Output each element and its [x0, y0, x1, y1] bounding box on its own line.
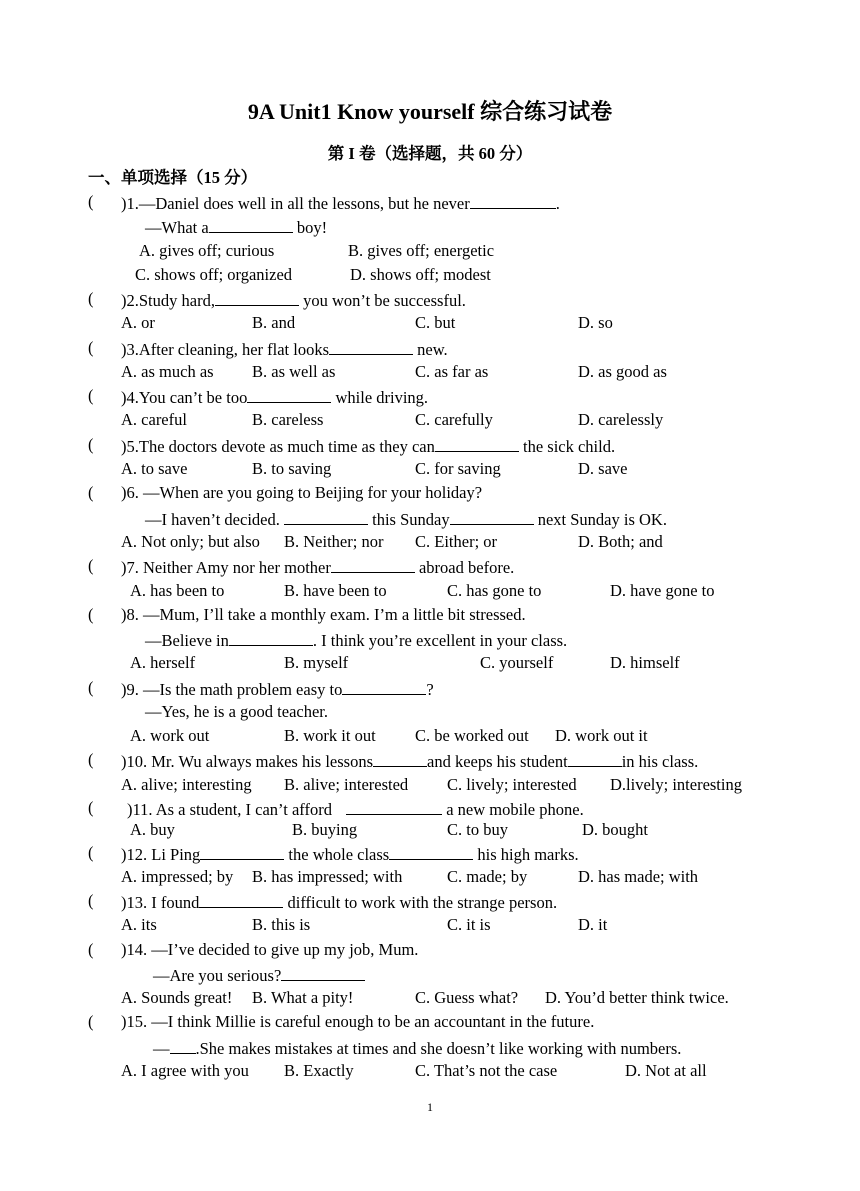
- answer-blank[interactable]: [284, 510, 368, 525]
- question-text: boy!: [292, 218, 328, 237]
- option-d[interactable]: D. have gone to: [610, 581, 715, 600]
- answer-blank[interactable]: [389, 845, 473, 860]
- option-d[interactable]: D. bought: [582, 820, 648, 839]
- option-b[interactable]: B. to saving: [252, 459, 332, 478]
- answer-paren: (: [88, 192, 94, 211]
- option-c[interactable]: C. as far as: [415, 362, 489, 381]
- option-c[interactable]: C. yourself: [480, 653, 554, 672]
- question-text: .: [555, 194, 560, 213]
- option-b[interactable]: B. Exactly: [284, 1061, 354, 1080]
- answer-blank[interactable]: [373, 752, 427, 767]
- option-c[interactable]: C. That’s not the case: [415, 1061, 558, 1080]
- option-c[interactable]: C. Guess what?: [415, 988, 519, 1007]
- question-text: in his class.: [621, 752, 699, 771]
- question-1: [121, 194, 560, 213]
- question-2: [121, 291, 466, 310]
- option-d[interactable]: D. shows off; modest: [350, 265, 491, 284]
- question-text: new.: [413, 340, 448, 359]
- answer-blank[interactable]: [450, 510, 534, 525]
- question-14-line-2: [153, 966, 365, 985]
- answer-paren: (: [88, 843, 94, 862]
- question-text: )2.Study hard,: [121, 291, 215, 310]
- question-6: )6. —When are you going to Beijing for your holiday?: [121, 483, 483, 502]
- answer-blank[interactable]: [329, 340, 413, 355]
- option-a[interactable]: A. its: [121, 915, 157, 934]
- question-6-line-2: [145, 510, 667, 529]
- question-text: )5.The doctors devote as much time as they can: [121, 437, 435, 456]
- question-text: —: [153, 1039, 170, 1058]
- question-text: —Are you serious?: [153, 966, 282, 985]
- question-9: [121, 680, 434, 699]
- question-4: [121, 388, 428, 407]
- question-8-line-2: [145, 631, 567, 650]
- answer-paren: (: [88, 435, 94, 454]
- option-b[interactable]: B. have been to: [284, 581, 387, 600]
- option-a[interactable]: A. gives off; curious: [139, 241, 275, 260]
- page-title: 9A Unit1 Know yourself 综合练习试卷: [247, 99, 613, 124]
- answer-paren: (: [88, 750, 94, 769]
- option-a[interactable]: A. impressed; by: [121, 867, 234, 886]
- answer-blank[interactable]: [331, 558, 415, 573]
- option-c[interactable]: C. Either; or: [415, 532, 498, 551]
- option-b[interactable]: B. work it out: [284, 726, 376, 745]
- question-text: . I think you’re excellent in your class.: [312, 631, 568, 650]
- question-3: [121, 340, 448, 359]
- question-text: a new mobile phone.: [442, 800, 584, 819]
- answer-blank[interactable]: [199, 893, 283, 908]
- answer-paren: (: [88, 483, 94, 502]
- answer-blank[interactable]: [247, 388, 331, 403]
- answer-paren: (: [88, 338, 94, 357]
- answer-blank[interactable]: [215, 291, 299, 306]
- option-c[interactable]: C. made; by: [447, 867, 528, 886]
- option-b[interactable]: B. as well as: [252, 362, 336, 381]
- question-11: [127, 800, 584, 819]
- answer-paren: (: [88, 891, 94, 910]
- question-text: .She makes mistakes at times and she doesn’t like working with numbers.: [195, 1039, 682, 1058]
- question-8: )8. —Mum, I’ll take a monthly exam. I’m a little bit stressed.: [121, 605, 526, 624]
- question-text: difficult to work with the strange person.: [283, 893, 558, 912]
- question-text: )3.After cleaning, her flat looks: [121, 340, 330, 359]
- question-text: )13. I found: [121, 893, 200, 912]
- question-12: [121, 845, 579, 864]
- question-text: —What a: [145, 218, 209, 237]
- option-b[interactable]: B. alive; interested: [284, 775, 409, 794]
- option-b[interactable]: B. this is: [252, 915, 311, 934]
- option-b[interactable]: B. gives off; energetic: [348, 241, 495, 260]
- option-a[interactable]: A. Sounds great!: [121, 988, 233, 1007]
- page-number: 1: [427, 1100, 433, 1114]
- option-c[interactable]: C. for saving: [415, 459, 501, 478]
- option-a[interactable]: A. Not only; but also: [121, 532, 260, 551]
- question-text: —Believe in: [145, 631, 229, 650]
- answer-paren: (: [88, 556, 94, 575]
- option-c[interactable]: C. has gone to: [447, 581, 542, 600]
- option-d[interactable]: D.lively; interesting: [610, 775, 742, 794]
- answer-blank[interactable]: [209, 218, 293, 233]
- option-c[interactable]: C. lively; interested: [447, 775, 577, 794]
- option-a[interactable]: A. work out: [130, 726, 210, 745]
- option-d[interactable]: D. You’d better think twice.: [545, 988, 729, 1007]
- option-b[interactable]: B. buying: [292, 820, 358, 839]
- question-15: )15. —I think Millie is careful enough to be an accountant in the future.: [121, 1012, 595, 1031]
- question-15-line-2: [153, 1039, 681, 1058]
- option-a[interactable]: A. herself: [130, 653, 196, 672]
- question-text: )7. Neither Amy nor her mother: [121, 558, 331, 577]
- answer-paren: (: [88, 386, 94, 405]
- question-text: )4.You can’t be too: [121, 388, 248, 407]
- option-c[interactable]: C. but: [415, 313, 456, 332]
- option-a[interactable]: A. alive; interesting: [121, 775, 252, 794]
- question-text: next Sunday is OK.: [533, 510, 667, 529]
- option-c[interactable]: C. carefully: [415, 410, 493, 429]
- option-d[interactable]: D. carelessly: [578, 410, 664, 429]
- answer-paren: (: [88, 1012, 94, 1031]
- option-d[interactable]: D. as good as: [578, 362, 667, 381]
- question-7: [121, 558, 514, 577]
- option-a[interactable]: A. I agree with you: [121, 1061, 249, 1080]
- answer-blank[interactable]: [200, 845, 284, 860]
- paper-subtitle: 第 I 卷（选择题，共 60 分）: [327, 144, 533, 163]
- answer-blank[interactable]: [229, 631, 313, 646]
- option-d[interactable]: D. it: [578, 915, 608, 934]
- question-13: [121, 893, 557, 912]
- answer-blank[interactable]: [346, 800, 442, 815]
- answer-blank[interactable]: [568, 752, 622, 767]
- answer-paren: (: [88, 798, 94, 817]
- option-a[interactable]: A. or: [121, 313, 155, 332]
- question-text: ?: [426, 680, 434, 699]
- option-b[interactable]: B. Neither; nor: [284, 532, 384, 551]
- option-a[interactable]: A. careful: [121, 410, 187, 429]
- question-text: —I haven’t decided.: [145, 510, 284, 529]
- option-a[interactable]: A. as much as: [121, 362, 214, 381]
- option-c[interactable]: C. it is: [447, 915, 491, 934]
- answer-paren: (: [88, 289, 94, 308]
- option-d[interactable]: D. work out it: [555, 726, 648, 745]
- option-d[interactable]: D. himself: [610, 653, 680, 672]
- option-b[interactable]: B. What a pity!: [252, 988, 354, 1007]
- option-d[interactable]: D. has made; with: [578, 867, 699, 886]
- question-text: )12. Li Ping: [121, 845, 201, 864]
- question-text: while driving.: [331, 388, 429, 407]
- option-a[interactable]: A. to save: [121, 459, 188, 478]
- answer-blank[interactable]: [342, 680, 426, 695]
- answer-blank[interactable]: [435, 437, 519, 452]
- question-text: this Sunday: [367, 510, 450, 529]
- answer-paren: (: [88, 678, 94, 697]
- answer-paren: (: [88, 940, 94, 959]
- answer-blank[interactable]: [170, 1039, 196, 1054]
- option-c[interactable]: C. to buy: [447, 820, 508, 839]
- option-b[interactable]: B. careless: [252, 410, 324, 429]
- question-text: his high marks.: [473, 845, 579, 864]
- question-text: abroad before.: [414, 558, 515, 577]
- answer-blank[interactable]: [470, 194, 556, 209]
- question-text: the whole class: [284, 845, 390, 864]
- option-d[interactable]: D. Both; and: [578, 532, 663, 551]
- option-a[interactable]: A. has been to: [130, 581, 225, 600]
- question-text: and keeps his student: [427, 752, 568, 771]
- question-text: the sick child.: [518, 437, 616, 456]
- answer-paren: (: [88, 605, 94, 624]
- answer-blank[interactable]: [281, 966, 365, 981]
- option-d[interactable]: D. so: [578, 313, 613, 332]
- question-10: [121, 752, 698, 771]
- option-b[interactable]: B. has impressed; with: [252, 867, 403, 886]
- question-14: )14. —I’ve decided to give up my job, Mum.: [121, 940, 419, 959]
- question-text: )9. —Is the math problem easy to: [121, 680, 343, 699]
- option-d[interactable]: D. save: [578, 459, 628, 478]
- option-c[interactable]: C. be worked out: [415, 726, 529, 745]
- question-text: )11. As a student, I can’t afford: [127, 800, 337, 819]
- option-d[interactable]: D. Not at all: [625, 1061, 707, 1080]
- option-c[interactable]: C. shows off; organized: [135, 265, 293, 284]
- question-9-line-2: —Yes, he is a good teacher.: [145, 702, 328, 721]
- option-b[interactable]: B. and: [252, 313, 296, 332]
- question-5: [121, 437, 615, 456]
- question-text: you won’t be successful.: [298, 291, 466, 310]
- section-heading: 一、单项选择（15 分）: [88, 168, 258, 187]
- option-a[interactable]: A. buy: [130, 820, 175, 839]
- question-text: )10. Mr. Wu always makes his lessons: [121, 752, 374, 771]
- question-text: )1.—Daniel does well in all the lessons, but he never: [121, 194, 470, 213]
- option-b[interactable]: B. myself: [284, 653, 349, 672]
- question-1-line-2: [145, 218, 327, 237]
